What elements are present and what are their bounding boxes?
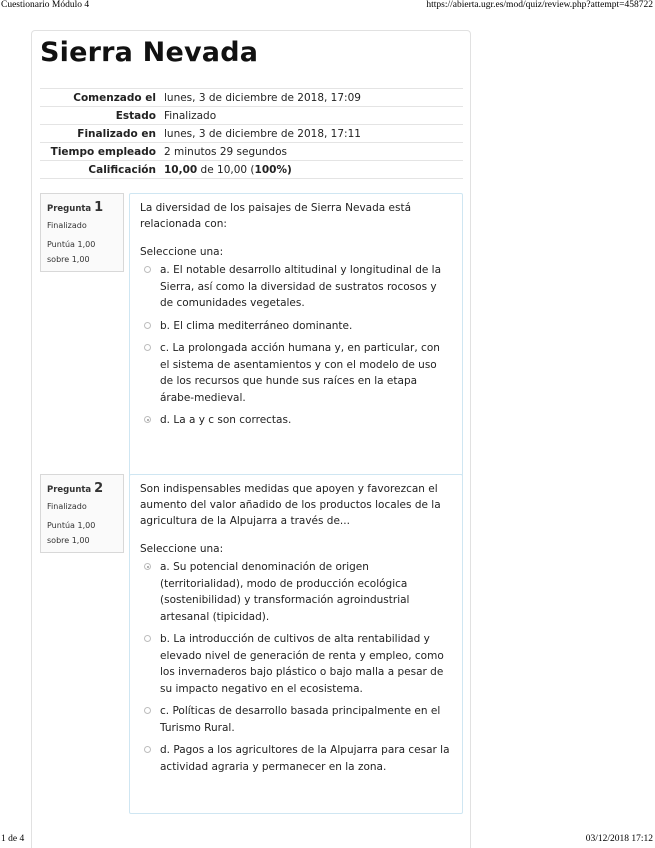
answer-prompt: Seleccione una: [140,543,224,555]
page-title: Sierra Nevada [40,37,259,68]
grade-value [160,161,463,179]
answer-label: b. La introducción de cultivos de alta rentabilidad y elevado nivel de generación de renta y empleo, como los invernaderos bajo plástico o bajo malla a pesar de su impacto negativo en el ecosistema. [160,633,444,695]
radio-button-checked[interactable] [144,416,151,423]
radio-button-checked[interactable] [144,563,151,570]
answer-option[interactable] [140,318,452,335]
answer-label: a. Su potencial denominación de origen (territorialidad), modo de producción ecológica (sostenibilidad) y transformación agroindustrial artesanal (tipicidad). [160,561,410,623]
summary-label: Comenzado el [40,89,160,107]
answer-list [140,262,452,429]
grade-score: 10,00 [164,163,198,176]
grade-percent: 100 [254,163,277,176]
answer-label: c. Políticas de desarrollo basada principalmente en el Turismo Rural. [160,705,441,734]
summary-value: lunes, 3 de diciembre de 2018, 17:11 [160,125,463,143]
summary-label: Estado [40,107,160,125]
question-info-2 [40,474,124,553]
radio-button[interactable] [144,266,151,273]
summary-row [40,143,463,161]
summary-row [40,89,463,107]
summary-value: lunes, 3 de diciembre de 2018, 17:09 [160,89,463,107]
summary-value: 2 minutos 29 segundos [160,143,463,161]
question-state: Finalizado [47,502,87,511]
answer-prompt: Seleccione una: [140,246,224,258]
print-header [0,0,655,12]
question-content-1 [129,193,463,485]
question-text: Son indispensables medidas que apoyen y favorezcan el aumento del valor añadido de los productos locales de la agricultura de la Alpujarra a través de... [140,483,441,527]
question-number [47,481,117,498]
summary-row [40,125,463,143]
question-text: La diversidad de los paisajes de Sierra Nevada está relacionada con: [140,202,412,230]
summary-row [40,161,463,179]
question-info-1 [40,193,124,272]
print-header-title: Cuestionario Módulo 4 [1,0,90,10]
summary-value: Finalizado [160,107,463,125]
question-grade-line1: Puntúa 1,00 [47,240,96,249]
answer-option[interactable] [140,703,452,736]
question-grade-line1: Puntúa 1,00 [47,521,96,530]
question-grade-line2: sobre 1,00 [47,536,90,545]
summary-label: Calificación [40,161,160,179]
question-content-2 [129,474,463,814]
summary-label: Finalizado en [40,125,160,143]
answer-label: b. El clima mediterráneo dominante. [160,319,353,332]
grade-mid: de 10,00 ( [197,163,255,176]
answer-list [140,559,452,775]
radio-button[interactable] [144,635,151,642]
question-label: Pregunta [47,204,92,214]
question-number-value: 1 [94,200,104,215]
answer-option[interactable] [140,631,452,697]
radio-button[interactable] [144,746,151,753]
question-number-value: 2 [94,481,104,496]
summary-label: Tiempo empleado [40,143,160,161]
radio-button[interactable] [144,707,151,714]
question-state: Finalizado [47,221,87,230]
attempt-summary-table [40,88,463,179]
question-number [47,200,117,217]
radio-button[interactable] [144,322,151,329]
answer-option[interactable] [140,262,452,312]
answer-option-selected[interactable] [140,412,452,429]
print-header-url: https://abierta.ugr.es/mod/quiz/review.php?attempt=458722 [426,0,653,10]
answer-label: d. La a y c son correctas. [160,414,292,426]
question-grade-line2: sobre 1,00 [47,255,90,264]
radio-button[interactable] [144,344,151,351]
question-label: Pregunta [47,485,92,495]
grade-percent-end: %) [276,163,292,176]
answer-option[interactable] [140,742,452,775]
quiz-review-page [31,30,471,848]
answer-label: d. Pagos a los agricultores de la Alpujarra para cesar la actividad agraria y permanecer en la zona. [160,744,450,773]
page-counter: 1 de 4 [1,834,25,844]
answer-option-selected[interactable] [140,559,452,625]
print-timestamp: 03/12/2018 17:12 [585,834,653,844]
print-footer [0,834,655,846]
summary-row [40,107,463,125]
answer-label: c. La prolongada acción humana y, en particular, con el sistema de asentamientos y con el modelo de uso de los recursos que hunde sus raíces en la etapa árabe-medieval. [160,342,440,404]
answer-label: a. El notable desarrollo altitudinal y longitudinal de la Sierra, así como la diversidad de sustratos rocosos y de comunidades vegetales. [160,264,442,309]
answer-option[interactable] [140,340,452,406]
